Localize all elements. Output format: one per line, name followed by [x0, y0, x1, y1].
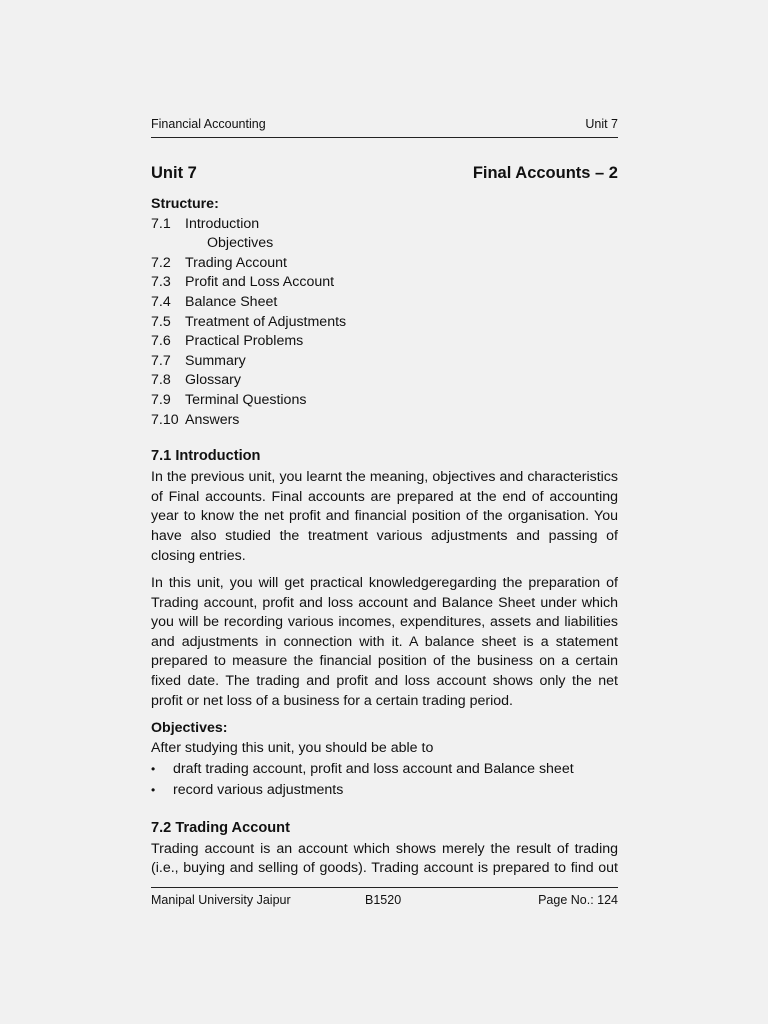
section-heading-introduction: 7.1 Introduction: [151, 448, 261, 465]
structure-item-number: 7.2: [151, 254, 171, 271]
header-unit-label: Unit 7: [585, 117, 618, 131]
bullet-icon: •: [151, 782, 156, 797]
structure-list: [151, 215, 618, 431]
structure-item-label: Trading Account: [185, 254, 287, 271]
structure-item-number: 7.5: [151, 313, 171, 330]
unit-number: Unit 7: [151, 164, 197, 182]
running-footer: [151, 887, 618, 910]
structure-item: [151, 293, 618, 313]
structure-item-number: 7.3: [151, 274, 171, 291]
structure-item: [151, 352, 618, 372]
structure-subitem: [151, 234, 618, 254]
structure-item-label: Introduction: [185, 215, 260, 232]
structure-item-number: 7.7: [151, 352, 171, 369]
header-course-title: Financial Accounting: [151, 117, 266, 131]
objective-bullet-item: [151, 760, 618, 781]
structure-title: Structure:: [151, 196, 219, 212]
objectives-lead: After studying this unit, you should be able to: [151, 739, 434, 756]
structure-item-number: 7.9: [151, 391, 171, 408]
intro-paragraph-2: In this unit, you will get practical knowledgeregarding the preparation of Trading account, profit and loss account and Balance Sheet under which you will be recording various incomes, expenditures, assets and liabilities and adjustments in connection with it. A balance sheet is a statement prepared to measure the financial position of the business on a certain fixed date. The trading and profit and loss account shows only the net profit or net loss of a business for a certain trading period.: [151, 575, 618, 709]
structure-item: [151, 411, 618, 431]
page-content: [151, 195, 618, 887]
structure-item-label: Treatment of Adjustments: [185, 313, 347, 330]
unit-title: Final Accounts – 2: [472, 164, 618, 182]
structure-item-label: Practical Problems: [185, 333, 304, 350]
structure-item: [151, 273, 618, 293]
structure-item-label: Objectives: [207, 235, 274, 252]
footer-institution: Manipal University Jaipur: [151, 893, 291, 907]
structure-item-label: Glossary: [185, 372, 241, 389]
trading-paragraph: Trading account is an account which shows merely the result of trading (i.e., buying and selling of goods). Trading account is prepared to find out: [151, 840, 618, 877]
structure-item-number: 7.8: [151, 372, 171, 389]
structure-item-number: 7.10: [151, 411, 179, 428]
section-heading-trading-account: 7.2 Trading Account: [151, 819, 290, 836]
objectives-heading: Objectives:: [151, 720, 228, 737]
structure-item: [151, 215, 618, 235]
intro-paragraph-1: In the previous unit, you learnt the meaning, objectives and characteristics of Final accounts. Final accounts are prepared at the end of accounting year to know the net profit and financial position of the organisation. You have also studied the treatment various adjustments and passing of closing entries.: [151, 469, 618, 564]
objective-text: record various adjustments: [173, 781, 344, 798]
objective-text: draft trading account, profit and loss account and Balance sheet: [173, 760, 574, 777]
structure-item: [151, 371, 618, 391]
structure-item: [151, 332, 618, 352]
structure-item-number: 7.1: [151, 215, 171, 232]
structure-item: [151, 254, 618, 274]
bullet-icon: •: [151, 761, 156, 776]
structure-item-number: 7.4: [151, 293, 171, 310]
structure-item-label: Profit and Loss Account: [185, 274, 335, 291]
structure-item: [151, 391, 618, 411]
structure-item-label: Balance Sheet: [185, 293, 278, 310]
running-header: [151, 117, 618, 138]
structure-item: [151, 313, 618, 333]
structure-item-number: 7.6: [151, 333, 171, 350]
structure-item-label: Terminal Questions: [185, 391, 307, 408]
objective-bullet-item: [151, 781, 618, 802]
footer-page-number: Page No.: 124: [538, 893, 618, 907]
structure-item-label: Answers: [185, 411, 240, 428]
footer-course-code: B1520: [365, 893, 402, 907]
structure-item-label: Summary: [185, 352, 246, 369]
